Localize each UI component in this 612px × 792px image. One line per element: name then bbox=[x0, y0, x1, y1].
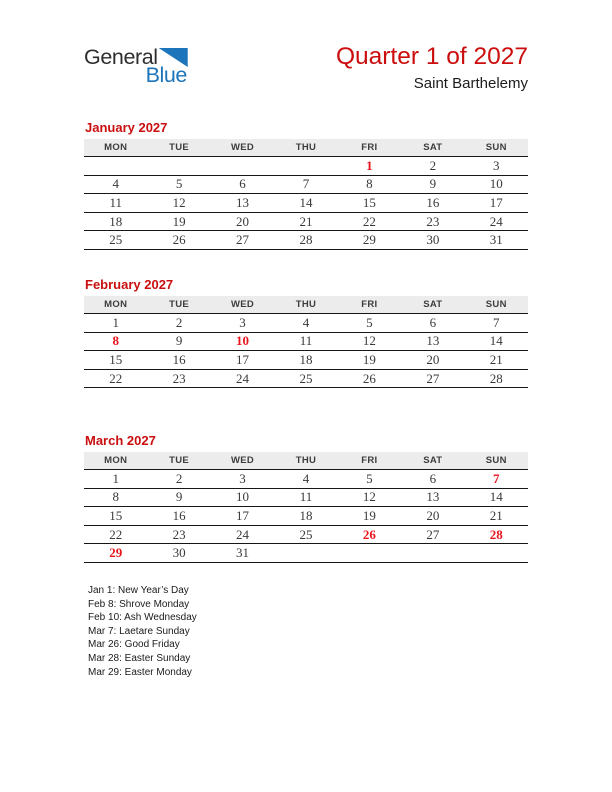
weekday-label: THU bbox=[295, 142, 317, 153]
day-cell: 10 bbox=[236, 489, 250, 505]
day-cell: 23 bbox=[426, 213, 440, 229]
week-row bbox=[84, 332, 528, 351]
day-cell: 9 bbox=[175, 333, 183, 349]
day-cell: 19 bbox=[362, 351, 376, 367]
day-cell: 12 bbox=[172, 194, 186, 210]
day-cell: 3 bbox=[239, 470, 246, 486]
day-cell: 26 bbox=[172, 232, 186, 248]
month-title: January 2027 bbox=[85, 120, 168, 135]
day-cell: 27 bbox=[426, 370, 440, 386]
day-cell: 19 bbox=[362, 507, 376, 523]
weekday-label: SAT bbox=[423, 455, 443, 466]
day-cell: 3 bbox=[239, 314, 246, 330]
day-cell: 22 bbox=[109, 526, 123, 542]
weekday-label: FRI bbox=[361, 455, 378, 466]
day-cell: 25 bbox=[109, 232, 123, 248]
month-table bbox=[84, 452, 528, 563]
weekday-label: TUE bbox=[169, 455, 190, 466]
weekday-header-row bbox=[84, 452, 528, 470]
day-cell: 8 bbox=[112, 489, 119, 505]
day-cell: 17 bbox=[236, 507, 250, 523]
day-cell: 21 bbox=[299, 213, 313, 229]
day-cell: 31 bbox=[236, 545, 250, 561]
day-cell: 6 bbox=[429, 470, 437, 486]
day-cell: 10 bbox=[236, 333, 250, 349]
day-cell: 31 bbox=[489, 232, 503, 248]
weekday-label: MON bbox=[104, 142, 128, 153]
weekday-label: SUN bbox=[485, 455, 507, 466]
day-cell: 30 bbox=[172, 545, 186, 561]
day-cell: 28 bbox=[489, 526, 503, 542]
day-cell: 30 bbox=[426, 232, 440, 248]
day-cell: 7 bbox=[493, 470, 500, 486]
logo-text-general: General bbox=[84, 45, 158, 69]
weekday-label: WED bbox=[231, 142, 255, 153]
weekday-label: SAT bbox=[423, 299, 443, 310]
day-cell: 3 bbox=[493, 157, 500, 173]
day-cell: 20 bbox=[426, 351, 440, 367]
day-cell: 23 bbox=[172, 370, 186, 386]
day-cell: 14 bbox=[489, 333, 503, 349]
day-cell: 13 bbox=[426, 489, 440, 505]
week-row bbox=[84, 507, 528, 526]
week-row bbox=[84, 369, 528, 388]
week-row bbox=[84, 314, 528, 333]
day-cell: 17 bbox=[489, 194, 503, 210]
weekday-label: THU bbox=[295, 455, 317, 466]
weekday-label: MON bbox=[104, 299, 128, 310]
day-cell: 19 bbox=[172, 213, 186, 229]
day-cell: 24 bbox=[236, 526, 250, 542]
day-cell: 20 bbox=[236, 213, 250, 229]
weekday-label: FRI bbox=[361, 142, 378, 153]
day-cell: 4 bbox=[112, 176, 119, 192]
weekday-label: SUN bbox=[485, 299, 507, 310]
week-row bbox=[84, 525, 528, 544]
weekday-label: TUE bbox=[169, 142, 190, 153]
day-cell: 9 bbox=[175, 489, 183, 505]
week-row bbox=[84, 212, 528, 231]
empty-day-cell bbox=[274, 544, 337, 563]
holiday-entry: Mar 7: Laetare Sunday bbox=[88, 625, 190, 637]
day-cell: 12 bbox=[362, 333, 376, 349]
day-cell: 5 bbox=[175, 176, 183, 192]
day-cell: 16 bbox=[172, 507, 186, 523]
day-cell: 16 bbox=[172, 351, 186, 367]
day-cell: 23 bbox=[172, 526, 186, 542]
holiday-entry: Mar 26: Good Friday bbox=[88, 639, 180, 651]
day-cell: 7 bbox=[493, 314, 500, 330]
weekday-label: WED bbox=[231, 455, 255, 466]
general-blue-logo bbox=[84, 47, 188, 86]
holiday-entry: Jan 1: New Year’s Day bbox=[88, 585, 189, 596]
day-cell: 14 bbox=[489, 489, 503, 505]
day-cell: 4 bbox=[302, 470, 310, 486]
holiday-entry: Mar 29: Easter Monday bbox=[88, 666, 192, 678]
day-cell: 18 bbox=[299, 351, 313, 367]
day-cell: 22 bbox=[109, 370, 123, 386]
week-row bbox=[84, 157, 528, 176]
day-cell: 21 bbox=[489, 351, 503, 367]
weekday-label: THU bbox=[295, 299, 317, 310]
holiday-list bbox=[88, 584, 197, 679]
day-cell: 6 bbox=[429, 314, 437, 330]
week-row bbox=[84, 488, 528, 507]
day-cell: 13 bbox=[426, 333, 440, 349]
week-row bbox=[84, 175, 528, 194]
weekday-label: SUN bbox=[485, 142, 507, 153]
week-row bbox=[84, 544, 528, 563]
day-cell: 21 bbox=[489, 507, 503, 523]
weekday-label: MON bbox=[104, 455, 128, 466]
month-title: March 2027 bbox=[85, 433, 156, 448]
month-table bbox=[84, 139, 528, 250]
day-cell: 28 bbox=[299, 232, 313, 248]
empty-day-cell bbox=[274, 157, 337, 176]
document-header bbox=[336, 44, 528, 92]
day-cell: 1 bbox=[366, 157, 373, 173]
day-cell: 10 bbox=[489, 176, 503, 192]
day-cell: 15 bbox=[109, 507, 123, 523]
day-cell: 2 bbox=[175, 314, 183, 330]
weekday-label: SAT bbox=[423, 142, 443, 153]
day-cell: 11 bbox=[109, 194, 122, 210]
month-table bbox=[84, 296, 528, 388]
day-cell: 27 bbox=[426, 526, 440, 542]
day-cell: 22 bbox=[362, 213, 376, 229]
holiday-entry: Feb 10: Ash Wednesday bbox=[88, 612, 197, 624]
day-cell: 4 bbox=[302, 314, 310, 330]
calendar-february bbox=[84, 277, 528, 388]
day-cell: 15 bbox=[362, 194, 376, 210]
week-row bbox=[84, 231, 528, 250]
day-cell: 18 bbox=[109, 213, 123, 229]
empty-day-cell bbox=[465, 544, 528, 563]
empty-day-cell bbox=[338, 544, 401, 563]
empty-day-cell bbox=[147, 157, 210, 176]
day-cell: 5 bbox=[366, 314, 373, 330]
day-cell: 11 bbox=[299, 489, 313, 505]
day-cell: 25 bbox=[299, 370, 313, 386]
page-subtitle: Saint Barthelemy bbox=[413, 74, 528, 92]
weekday-header-row bbox=[84, 296, 528, 314]
month-title: February 2027 bbox=[85, 277, 174, 292]
day-cell: 25 bbox=[299, 526, 313, 542]
day-cell: 12 bbox=[362, 489, 376, 505]
day-cell: 13 bbox=[236, 194, 250, 210]
page-title: Quarter 1 of 2027 bbox=[335, 43, 528, 70]
empty-day-cell bbox=[401, 544, 464, 563]
day-cell: 8 bbox=[366, 176, 373, 192]
day-cell: 17 bbox=[236, 351, 250, 367]
day-cell: 28 bbox=[489, 370, 503, 386]
empty-day-cell bbox=[84, 157, 147, 176]
day-cell: 24 bbox=[489, 213, 503, 229]
day-cell: 2 bbox=[175, 470, 183, 486]
day-cell: 29 bbox=[109, 545, 123, 561]
day-cell: 16 bbox=[426, 194, 440, 210]
day-cell: 26 bbox=[362, 526, 376, 542]
day-cell: 14 bbox=[299, 194, 313, 210]
holiday-entry: Feb 8: Shrove Monday bbox=[88, 598, 190, 610]
holiday-entry: Mar 28: Easter Sunday bbox=[88, 652, 191, 664]
day-cell: 11 bbox=[299, 333, 313, 349]
day-cell: 7 bbox=[302, 176, 310, 192]
day-cell: 1 bbox=[112, 470, 119, 486]
day-cell: 18 bbox=[299, 507, 313, 523]
week-row bbox=[84, 470, 528, 489]
weekday-label: FRI bbox=[361, 299, 378, 310]
day-cell: 1 bbox=[112, 314, 119, 330]
day-cell: 8 bbox=[112, 333, 119, 349]
day-cell: 2 bbox=[429, 157, 437, 173]
calendar-january bbox=[84, 120, 528, 250]
weekday-header-row bbox=[84, 139, 528, 157]
empty-day-cell bbox=[211, 157, 274, 176]
day-cell: 27 bbox=[236, 232, 250, 248]
weekday-label: WED bbox=[231, 299, 255, 310]
day-cell: 26 bbox=[362, 370, 376, 386]
day-cell: 20 bbox=[426, 507, 440, 523]
week-row bbox=[84, 351, 528, 370]
logo-text-blue: Blue bbox=[145, 62, 187, 87]
day-cell: 9 bbox=[429, 176, 437, 192]
day-cell: 24 bbox=[236, 370, 250, 386]
week-row bbox=[84, 194, 528, 213]
day-cell: 29 bbox=[362, 232, 376, 248]
day-cell: 5 bbox=[366, 470, 373, 486]
weekday-label: TUE bbox=[169, 299, 190, 310]
day-cell: 6 bbox=[239, 176, 246, 192]
calendar-march bbox=[84, 433, 528, 563]
day-cell: 15 bbox=[109, 351, 123, 367]
